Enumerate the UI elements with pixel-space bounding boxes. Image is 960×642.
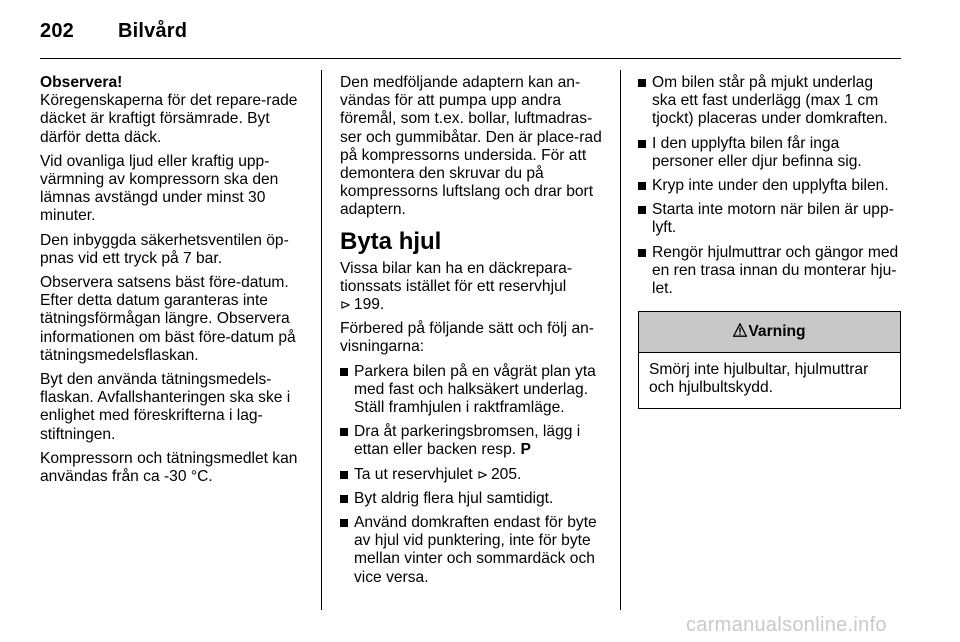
watermark: carmanualsonline.info [686, 614, 887, 636]
warning-header [639, 312, 900, 353]
list-item: Byt aldrig flera hjul samtidigt. [340, 490, 606, 508]
warning-title: Varning [748, 323, 806, 341]
section-heading: Byta hjul [340, 227, 442, 255]
paragraph: Kompressorn och tätningsmedlet kan användas från ca -30 °C. [40, 449, 298, 486]
paragraph: Observera satsens bäst före-datum. Efter detta datum garanteras inte tätningsförmågan längre. Observera informationen om bäst före-datum på tätningsmedelsflaskan. [40, 274, 296, 364]
note-paragraph [40, 74, 308, 147]
list-item: Dra åt parkeringsbromsen, lägg i ettan eller backen resp. P [340, 423, 606, 459]
gear-letter: P [520, 441, 531, 459]
note-heading: Observera! [40, 74, 123, 91]
square-bullet-icon [638, 206, 646, 214]
instruction-list [638, 74, 901, 298]
list-item: Rengör hjulmuttrar och gängor med en ren trasa innan du monterar hju-let. [638, 244, 901, 299]
header-divider [40, 58, 901, 59]
column-3 [638, 74, 901, 409]
square-bullet-icon [340, 471, 348, 479]
warning-box [638, 311, 901, 408]
column-1 [40, 74, 308, 492]
reference-arrow-icon: ⊳ [340, 297, 351, 313]
page-reference[interactable]: 199. [353, 296, 385, 314]
paragraph: Den inbyggda säkerhetsventilen öp-pnas vid ett tryck på 7 bar. [40, 231, 289, 267]
paragraph: Förbered på följande sätt och följ an-visningarna: [340, 320, 594, 356]
reference-arrow-icon: ⊳ [477, 466, 488, 482]
square-bullet-icon [638, 140, 646, 148]
list-item: Parkera bilen på en vågrät plan yta med fast och halksäkert underlag. Ställ framhjulen i raktframläge. [340, 363, 606, 418]
section-title: Bilvård [118, 20, 188, 42]
paragraph: Vid ovanliga ljud eller kraftig upp-värmning av kompressorn ska den lämnas avstängd under minst 30 minuter. [40, 152, 279, 225]
square-bullet-icon [638, 79, 646, 87]
column-divider-1 [321, 70, 322, 610]
page-number: 202 [40, 20, 74, 42]
list-item: Starta inte motorn när bilen är upp-lyft. [638, 201, 901, 237]
paragraph: Vissa bilar kan ha en däckrepara-tionssats istället för ett reservhjul ⊳ 199. [340, 259, 573, 314]
list-item: Ta ut reservhjulet ⊳ 205. [340, 466, 606, 484]
note-text: Köregenskaperna för det repare-rade däcket är kraftigt försämrade. Byt därför detta däck. [40, 92, 298, 146]
list-item: Använd domkraften endast för byte av hjul vid punktering, inte för byte mellan vinter och sommardäck och vice versa. [340, 514, 606, 587]
list-item: I den upplyfta bilen får inga personer eller djur befinna sig. [638, 135, 901, 171]
square-bullet-icon [340, 368, 348, 376]
list-item: Om bilen står på mjukt underlag ska ett fast underlägg (max 1 cm tjockt) placeras under domkraften. [638, 74, 901, 129]
paragraph: Byt den använda tätningsmedels-flaskan. Avfallshanteringen ska ske i enlighet med föreskrifterna i lag-stiftningen. [40, 371, 291, 443]
list-item: Kryp inte under den upplyfta bilen. [638, 177, 901, 195]
square-bullet-icon [340, 428, 348, 436]
warning-triangle-icon [733, 313, 747, 327]
square-bullet-icon [340, 519, 348, 527]
square-bullet-icon [638, 182, 646, 190]
column-2 [340, 74, 606, 593]
paragraph: Den medföljande adaptern kan an-vändas för att pumpa upp andra föremål, som t.ex. bollar, luftmadras-ser och gummibåtar. Den är place-rad på kompressorns undersida. För att demontera den skruvar du på kompressorns luftslang och drar bort adaptern. [340, 74, 602, 219]
column-divider-2 [620, 70, 621, 610]
square-bullet-icon [638, 249, 646, 257]
square-bullet-icon [340, 495, 348, 503]
instruction-list [340, 363, 606, 587]
warning-text: Smörj inte hjulbultar, hjulmuttrar och hjulbultskydd. [649, 361, 869, 397]
page-reference[interactable]: 205. [491, 465, 522, 483]
